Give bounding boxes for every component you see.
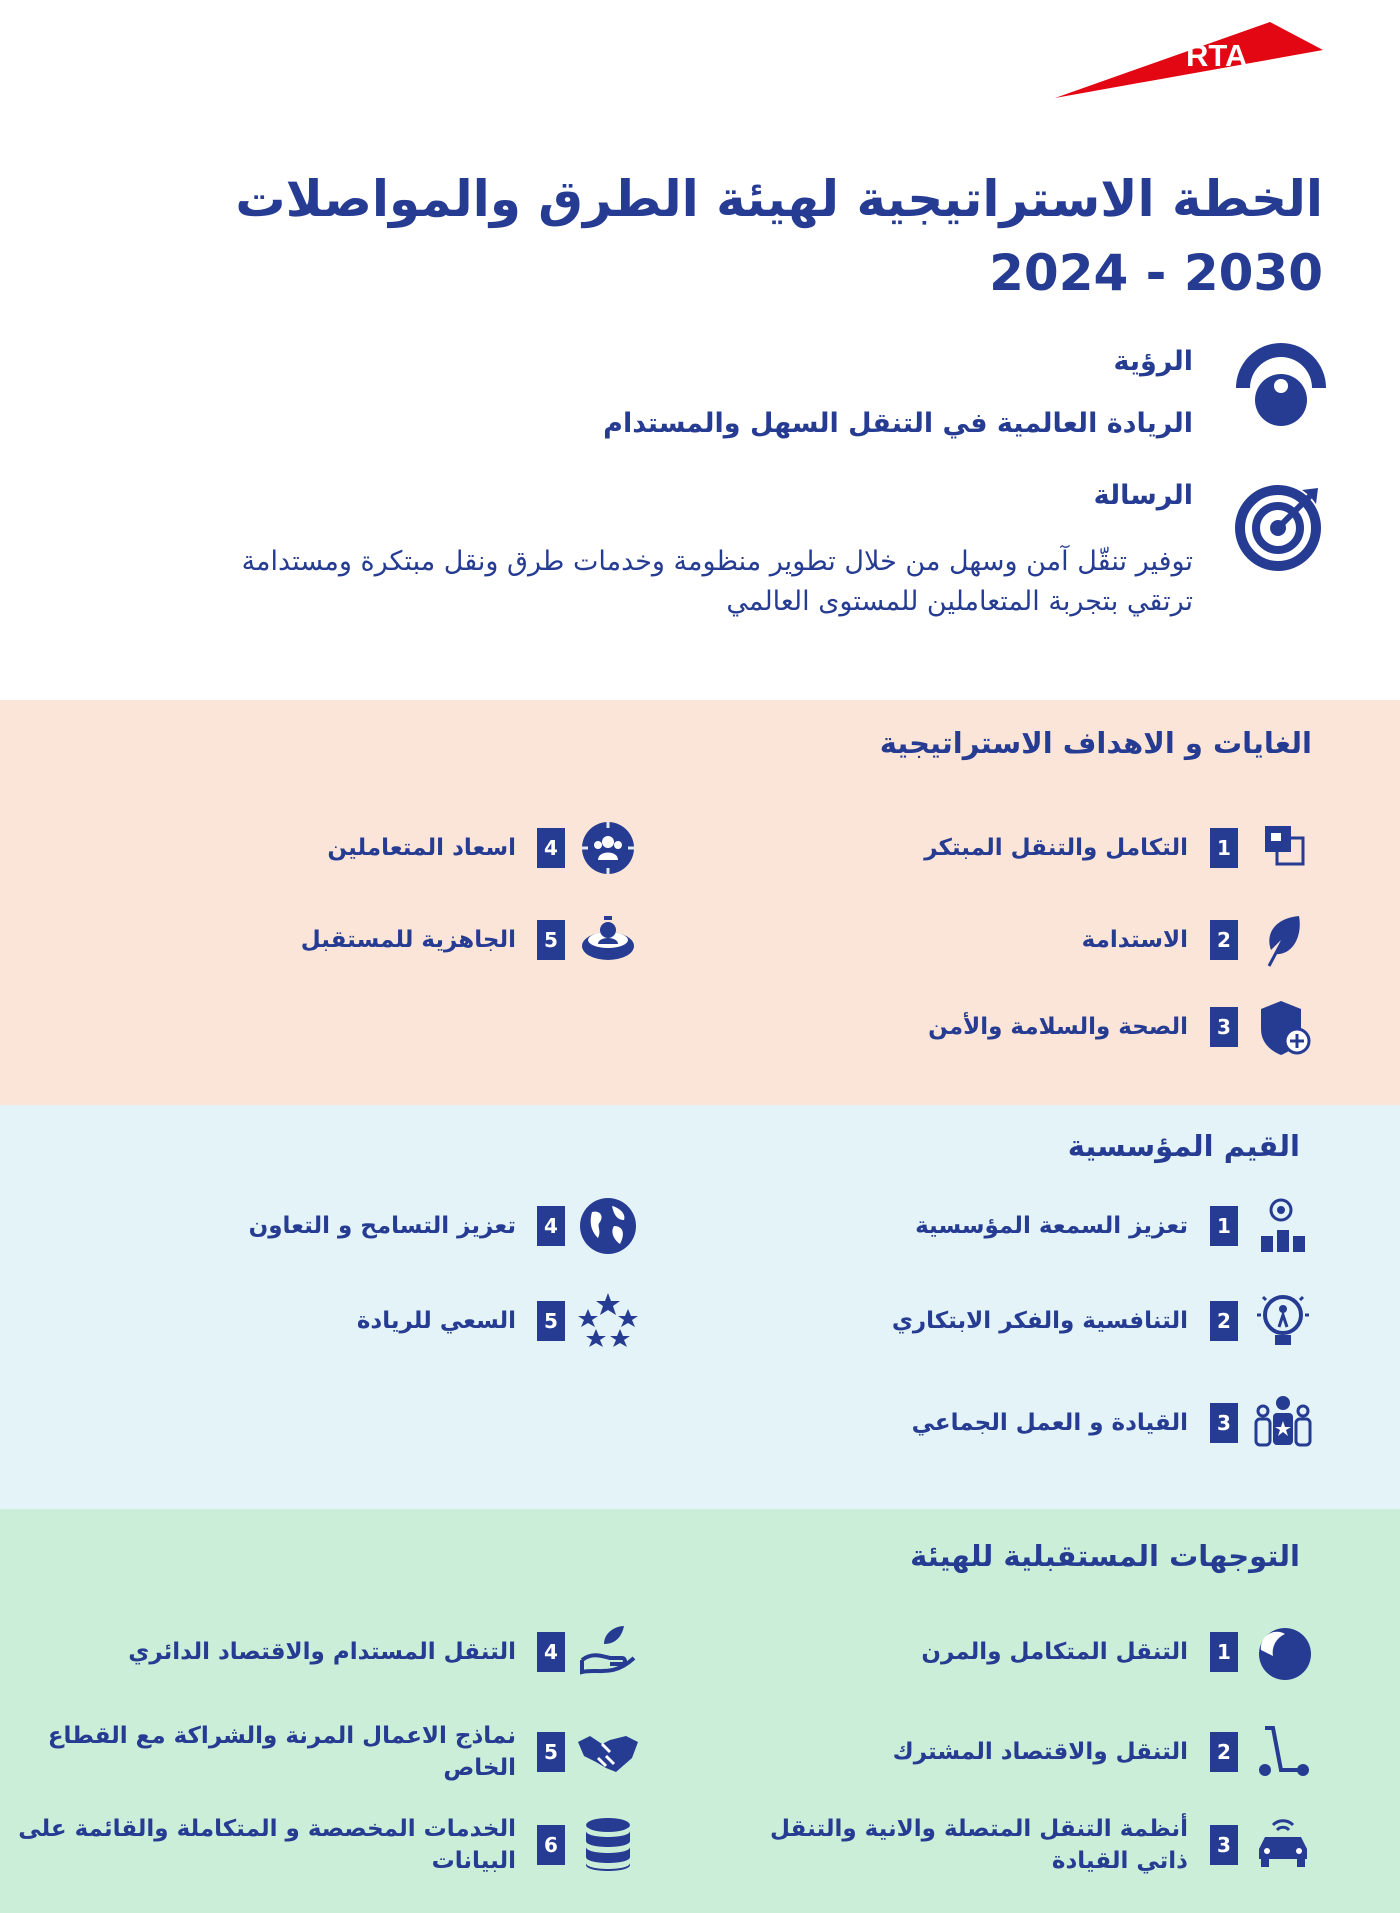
target-icon <box>1232 476 1330 574</box>
goal-number: 5 <box>537 920 565 960</box>
goal-label: اسعاد المتعاملين <box>327 835 516 861</box>
values-title: القيم المؤسسية <box>1067 1129 1300 1163</box>
direction-label: التنقل المتكامل والمرن <box>921 1639 1188 1665</box>
direction-number: 3 <box>1210 1825 1238 1865</box>
direction-item-2 <box>700 1722 1400 1782</box>
direction-number: 5 <box>537 1732 565 1772</box>
vision-text: الريادة العالمية في التنقل السهل والمستدام <box>603 408 1193 439</box>
value-label: القيادة و العمل الجماعي <box>911 1410 1188 1436</box>
goal-label: الجاهزية للمستقبل <box>300 927 516 953</box>
value-label: تعزيز التسامح و التعاون <box>248 1213 516 1239</box>
reputation-icon <box>1251 1196 1315 1256</box>
direction-item-3 <box>700 1815 1400 1875</box>
value-item-1 <box>700 1196 1400 1256</box>
stars-icon <box>576 1291 640 1351</box>
values-section <box>0 1105 1400 1509</box>
mission-title: الرسالة <box>1093 480 1193 511</box>
integration-icon <box>1251 818 1315 878</box>
value-label: التنافسية والفكر الابتكاري <box>891 1308 1188 1334</box>
direction-number: 1 <box>1210 1632 1238 1672</box>
mission-text: توفير تنقّل آمن وسهل من خلال تطوير منظومة وخدمات طرق ونقل مبتكرة ومستدامة ترتقي بتجربة المتعاملين للمستوى العالمي <box>241 546 1193 617</box>
goal-label: الصحة والسلامة والأمن <box>928 1014 1188 1040</box>
goal-item-1 <box>700 818 1400 878</box>
goals-title: الغايات و الاهداف الاستراتيجية <box>879 726 1312 760</box>
page-title <box>123 162 1323 310</box>
database-icon <box>576 1815 640 1875</box>
rta-logo <box>1055 22 1323 98</box>
directions-title: التوجهات المستقبلية للهيئة <box>910 1539 1300 1573</box>
goal-number: 4 <box>537 828 565 868</box>
circles-icon <box>1251 1622 1315 1682</box>
value-item-5 <box>0 1291 700 1351</box>
goal-item-2 <box>700 910 1400 970</box>
goal-number: 1 <box>1210 828 1238 868</box>
value-number: 2 <box>1210 1301 1238 1341</box>
direction-number: 2 <box>1210 1732 1238 1772</box>
goals-section <box>0 700 1400 1105</box>
handshake-icon <box>576 1722 640 1782</box>
direction-item-4 <box>0 1622 700 1682</box>
goal-number: 3 <box>1210 1007 1238 1047</box>
goal-item-4 <box>0 818 700 878</box>
value-item-2 <box>700 1291 1400 1351</box>
goal-label: التكامل والتنقل المبتكر <box>924 835 1188 861</box>
goal-item-3 <box>700 997 1400 1057</box>
globe-icon <box>576 1196 640 1256</box>
value-label: السعي للريادة <box>356 1308 516 1334</box>
team-icon <box>1251 1393 1315 1453</box>
value-number: 3 <box>1210 1403 1238 1443</box>
direction-item-5 <box>0 1722 700 1782</box>
value-item-4 <box>0 1196 700 1256</box>
goal-number: 2 <box>1210 920 1238 960</box>
scooter-icon <box>1251 1722 1315 1782</box>
title-years: 2024 - 2030 <box>989 244 1323 302</box>
goal-item-5 <box>0 910 700 970</box>
direction-number: 4 <box>537 1632 565 1672</box>
hand-leaf-icon <box>576 1622 640 1682</box>
future-readiness-icon <box>576 910 640 970</box>
goal-label: الاستدامة <box>1081 927 1188 953</box>
direction-label: نماذج الاعمال المرنة والشراكة مع القطاع الخاص <box>47 1723 516 1781</box>
value-number: 5 <box>537 1301 565 1341</box>
direction-label: أنظمة التنقل المتصلة والانية والتنقل ذاتي القيادة <box>770 1816 1188 1874</box>
value-label: تعزيز السمعة المؤسسية <box>915 1213 1188 1239</box>
title-line-1: الخطة الاستراتيجية لهيئة الطرق والمواصلات <box>235 170 1323 228</box>
direction-item-1 <box>700 1622 1400 1682</box>
lightbulb-icon <box>1251 1291 1315 1351</box>
value-number: 1 <box>1210 1206 1238 1246</box>
eye-icon <box>1232 342 1330 440</box>
connected-car-icon <box>1251 1815 1315 1875</box>
logo-text: RTA <box>1186 38 1248 73</box>
direction-label: الخدمات المخصصة و المتكاملة والقائمة على البيانات <box>18 1816 516 1874</box>
customers-icon <box>576 818 640 878</box>
vision-title: الرؤية <box>1113 346 1193 377</box>
direction-item-6 <box>0 1815 700 1875</box>
leaf-icon <box>1251 910 1315 970</box>
direction-label: التنقل المستدام والاقتصاد الدائري <box>128 1639 516 1665</box>
direction-label: التنقل والاقتصاد المشترك <box>892 1739 1188 1765</box>
direction-number: 6 <box>537 1825 565 1865</box>
shield-plus-icon <box>1251 997 1315 1057</box>
value-item-3 <box>700 1393 1400 1453</box>
directions-section <box>0 1509 1400 1913</box>
value-number: 4 <box>537 1206 565 1246</box>
